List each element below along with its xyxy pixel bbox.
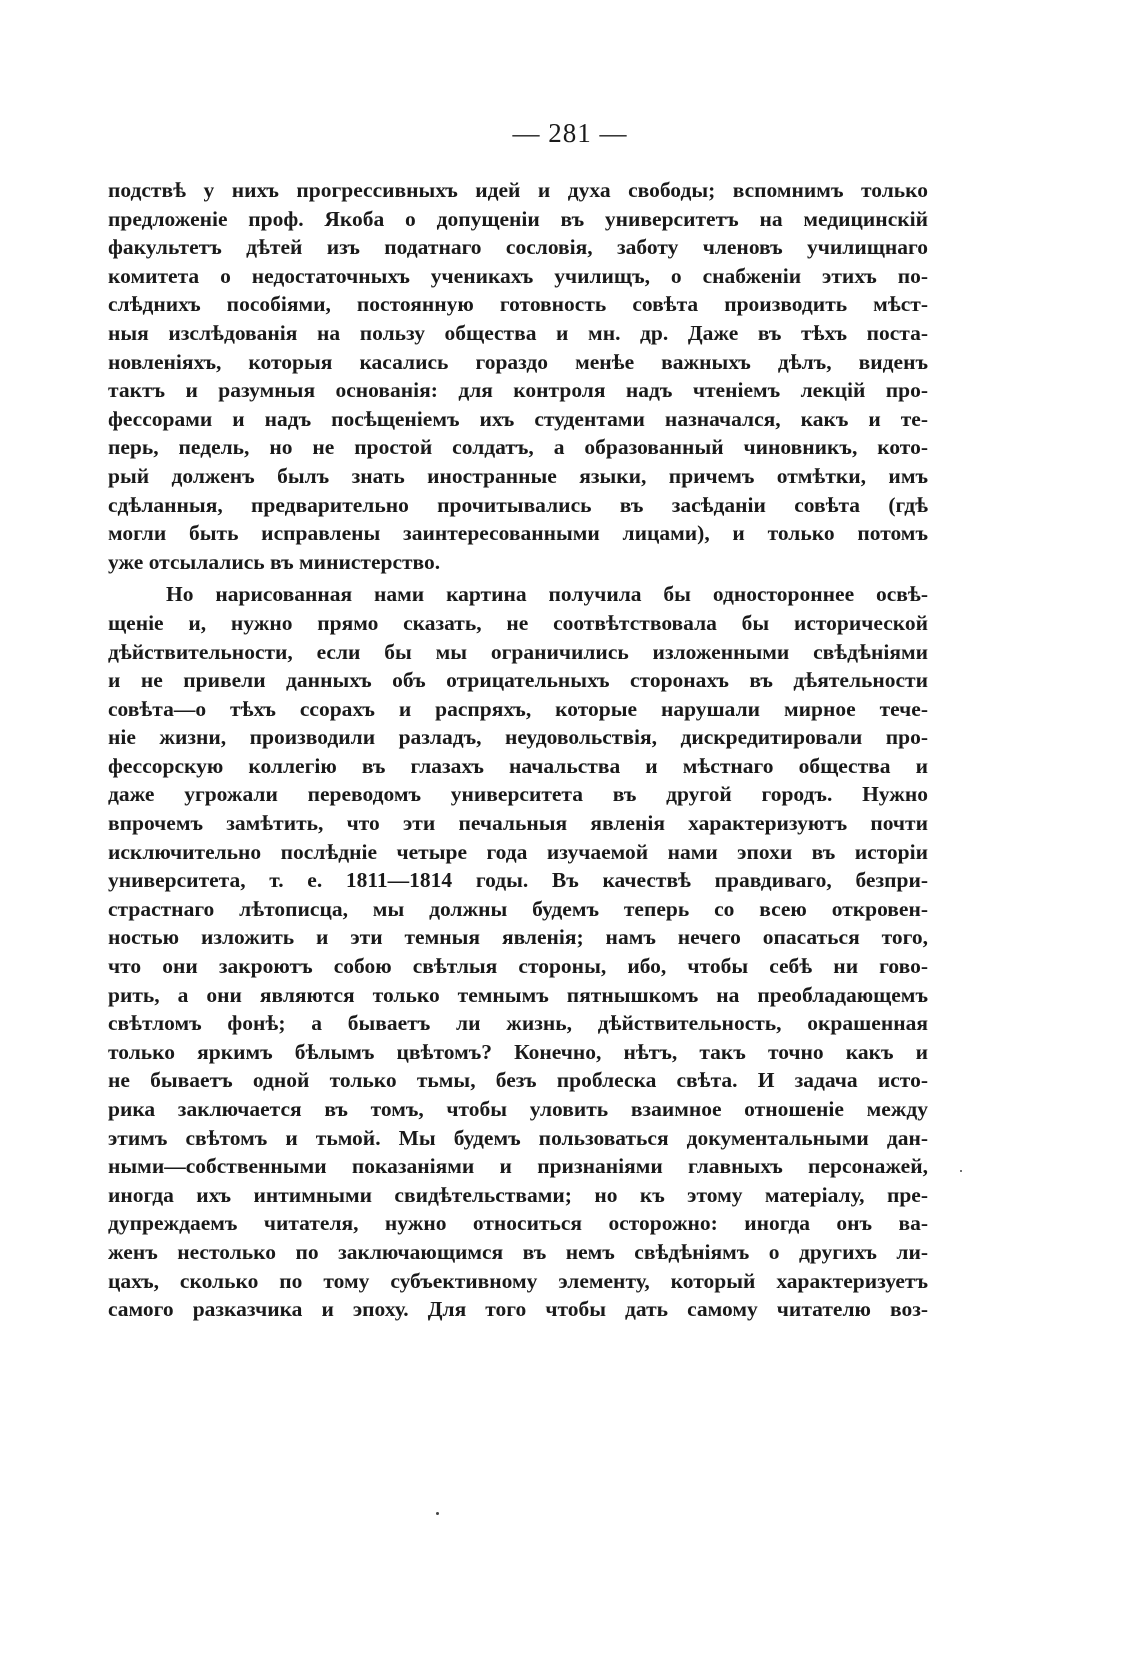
text-line: новленіяхъ, которыя касались гораздо менѣе важныхъ дѣлъ, виденъ xyxy=(108,349,928,374)
text-line: ніе жизни, производили разладъ, неудовольствія, дискредитировали про- xyxy=(108,725,928,750)
paragraph-2 xyxy=(108,580,928,1323)
text-line: что они закроютъ собою свѣтлыя стороны, ибо, чтобы себѣ ни гово- xyxy=(108,954,928,979)
scan-speck xyxy=(436,1512,439,1515)
text-line: цахъ, сколько по тому субъективному элементу, который характеризуетъ xyxy=(108,1268,928,1293)
text-line: рить, а они являются только темнымъ пятнышкомъ на преобладающемъ xyxy=(108,982,928,1007)
text-line: тактъ и разумныя основанія: для контроля надъ чтеніемъ лекцій про- xyxy=(108,378,928,403)
text-line: рый долженъ былъ знать иностранные языки, причемъ отмѣтки, имъ xyxy=(108,463,928,488)
text-line: ныя изслѣдованія на пользу общества и мн. др. Даже въ тѣхъ поста- xyxy=(108,320,928,345)
text-line: фессорами и надъ посѣщеніемъ ихъ студентами назначался, какъ и те- xyxy=(108,406,928,431)
text-line: только яркимъ бѣлымъ цвѣтомъ? Конечно, нѣтъ, такъ точно какъ и xyxy=(108,1039,928,1064)
text-line: совѣта—о тѣхъ ссорахъ и распряхъ, которые нарушали мирное тече- xyxy=(108,696,928,721)
text-line: факультетъ дѣтей изъ податнаго сословія, заботу членовъ училищнаго xyxy=(108,235,928,260)
text-line: Но нарисованная нами картина получила бы одностороннее освѣ- xyxy=(166,582,928,607)
text-line: щеніе и, нужно прямо сказать, не соотвѣтствовала бы исторической xyxy=(108,610,928,635)
text-line: даже угрожали переводомъ университета въ другой городъ. Нужно xyxy=(108,782,928,807)
text-line: университета, т. е. 1811—1814 годы. Въ качествѣ правдиваго, безпри- xyxy=(108,868,928,893)
text-line: впрочемъ замѣтить, что эти печальныя явленія характеризуютъ почти xyxy=(108,811,928,836)
text-line: свѣтломъ фонѣ; а бываетъ ли жизнь, дѣйствительность, окрашенная xyxy=(108,1011,928,1036)
text-line: подствѣ у нихъ прогрессивныхъ идей и духа свободы; вспомнимъ только xyxy=(108,178,928,202)
paragraph-1 xyxy=(108,176,928,576)
text-line: женъ нестолько по заключающимся въ немъ свѣдѣніямъ о другихъ ли- xyxy=(108,1239,928,1264)
text-line: самого разказчика и эпоху. Для того чтобы дать самому читателю воз- xyxy=(108,1297,928,1322)
page-number: — 281 — xyxy=(512,118,628,148)
text-line: слѣднихъ пособіями, постоянную готовность совѣта производить мѣст- xyxy=(108,292,928,317)
text-line: предложеніе проф. Якоба о допущеніи въ университетъ на медицинскій xyxy=(108,206,928,231)
text-line: страстнаго лѣтописца, мы должны будемъ теперь со всею откровен- xyxy=(108,896,928,921)
text-line: фессорскую коллегію въ глазахъ начальства и мѣстнаго общества и xyxy=(108,753,928,778)
text-line: этимъ свѣтомъ и тьмой. Мы будемъ пользоваться документальными дан- xyxy=(108,1125,928,1150)
text-line: рика заключается въ томъ, чтобы уловить взаимное отношеніе между xyxy=(108,1097,928,1121)
text-line: и не привели данныхъ объ отрицательныхъ сторонахъ въ дѣятельности xyxy=(108,668,928,693)
text-line: ными—собственными показаніями и признаніями главныхъ персонажей, xyxy=(108,1154,928,1179)
text-line: не бываетъ одной только тьмы, безъ проблеска свѣта. И задача исто- xyxy=(108,1068,928,1093)
text-line: ностью изложить и эти темныя явленія; намъ нечего опасаться того, xyxy=(108,925,928,950)
text-line: иногда ихъ интимными свидѣтельствами; но къ этому матеріалу, пре- xyxy=(108,1182,928,1207)
text-line: перь, педель, но не простой солдатъ, а образованный чиновникъ, кото- xyxy=(108,435,928,460)
scan-speck xyxy=(960,1170,962,1172)
text-line: уже отсылались въ министерство. xyxy=(108,549,441,574)
text-line: дѣйствительности, если бы мы ограничились изложенными свѣдѣніями xyxy=(108,639,928,664)
text-line: комитета о недостаточныхъ ученикахъ училищъ, о снабженіи этихъ по- xyxy=(108,263,928,288)
text-line: могли быть исправлены заинтересованными лицами), и только потомъ xyxy=(108,521,928,546)
text-line: исключительно послѣдніе четыре года изучаемой нами эпохи въ исторіи xyxy=(108,839,928,864)
text-line: дупреждаемъ читателя, нужно относиться осторожно: иногда онъ ва- xyxy=(108,1211,928,1236)
body-text xyxy=(108,176,928,1324)
text-line: сдѣланныя, предварительно прочитывались въ засѣданіи совѣта (гдѣ xyxy=(108,492,928,517)
